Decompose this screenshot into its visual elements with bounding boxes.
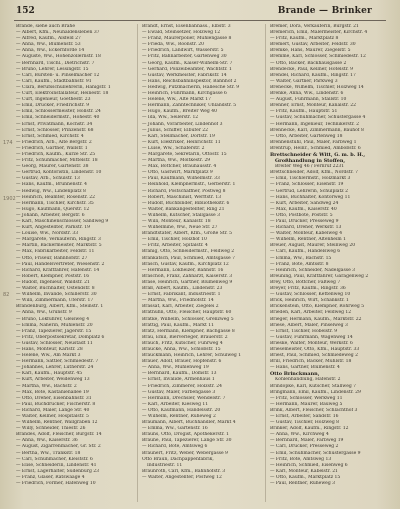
directory-entry: — Ernst, Invalide, Armenhaus 1 [142, 377, 215, 383]
directory-entry: — Curt, Elektroinstallateur, Heinestr. 18 [16, 91, 109, 97]
directory-entry: Brandenburg, Albert, Kfm., Steinstr. 1 [16, 304, 104, 310]
directory-entry: — Gustav, Werkmeister, Fabrikstr. 14 [142, 72, 227, 78]
directory-entry: — Clara, Berufsschullehrerin, Hänigstr. 1 [16, 84, 111, 90]
directory-entry: Brentrup, Heinr., Schmied, Amboßstr. 6 [270, 145, 361, 151]
directory-entry: Bremme, Karl, Schlosser, Schmiedestr. 12 [270, 54, 366, 60]
directory-entry: Braumann, Albert, Buchhändler, Markt 4 [142, 420, 236, 426]
directory-entry: — Max, Kaufm., Kaiserstr. 40 [270, 206, 337, 212]
directory-entry: — Richard, Maler, Lange Str. 40 [16, 407, 90, 413]
directory-entry: — Paul, Handelsvertreter, Wiesenstr. 2 [16, 261, 105, 267]
directory-entry: — Hermann, Sattler, Schmiedestr. 7 [16, 359, 99, 365]
directory-entry: — Anna, Ww., Grünstr. 9 [16, 310, 72, 316]
directory-entry: — Hedwig, Putzmacherin, Hallesche Str. 9 [142, 84, 240, 90]
directory-entry: — Reinhold, Klempnermstr., Gerberstr. 1 [142, 182, 236, 188]
directory-entry: — Wilhelm, Rentner, Altenheim 1 [270, 237, 346, 243]
directory-entry: — Richard, Dreher, Werkstr. 13 [270, 225, 342, 231]
directory-entry: — Margarete, Verkäuferin, Ringstr. 3 [16, 237, 101, 243]
directory-entry: — Otto, Arbeiter, Gartenweg 18 [270, 133, 343, 139]
directory-entry: — Ewald, Steinsetzer, Holzweg 12 [142, 30, 221, 36]
directory-entry: — Alfred, Kaufm., Alsfeld 27 [16, 36, 81, 42]
directory-entry: — Fritz, Kaufm., Marktplatz 8 [270, 36, 339, 42]
directory-entry: — August, Zigarrenmacher, Gr. Str. 2 [16, 444, 101, 450]
directory-entry: Brankatsch, Paul, Schmied, Amtsgasse 7 [142, 255, 235, 261]
directory-entry: Brick, Heinrich, Wirt, Schankstr. 1 [270, 298, 349, 304]
directory-entry: — Robert, Klempner, Poststr. 16 [16, 273, 90, 279]
directory-entry: — Otto, Friseur, Bahnhofstr. 27 [16, 255, 88, 261]
directory-entry: — Emil, Drucker, Friedrichstr. 9 [16, 103, 90, 109]
directory-entry: — Gertrud, Kontoristin, Lindenstr. 10 [16, 170, 102, 176]
directory-entry: — Emma, Ww., Gartenstr. 16 [142, 426, 208, 432]
directory-entry: — Richard, Kraftfahrer, Hafenstr. 14 [16, 267, 100, 273]
directory-entry: Brieden, Karl, Arbeiter, Feldweg 12 [270, 310, 352, 316]
margin-mark: 1902 [3, 196, 16, 202]
directory-entry: — Hermann, Zahntechniker, Uhlandstr. 5 [142, 103, 237, 109]
directory-entry: — Gustav, Arb., Schulstr. 13 [16, 176, 80, 182]
directory-entry: Briese, Albert, Maler, Pinselweg 3 [270, 322, 348, 328]
directory-entry: Brandt, Ernst, Eisenbahnass., Elbstr. 3 [142, 24, 231, 29]
directory-entry: Großhandlung in Stoffen, [275, 158, 346, 165]
directory-entry: — Richard, Bote, Amtsweg 6 [142, 444, 208, 450]
directory-entry: — Louise, Ww., Nordstr. 33 [16, 231, 79, 237]
directory-entry: — Bernhard, Maler, Farbweg 19 [270, 438, 344, 444]
directory-entry: — Gustav, Tischler, Holzweg 8 [270, 420, 340, 426]
directory-entry: — Franz, Bote, Amtsstr. 8 [270, 261, 329, 267]
directory-entry: Brieger, Hermann, Kaufm., Marktstr. 22 [270, 316, 362, 322]
directory-entry: — Emil, Tischlermstr., Holzmarkt 3 [270, 176, 351, 182]
directory-entry: — Otto, Gastwirt, Marktplatz 9 [142, 170, 213, 176]
directory-entry: — August, Fuhrmann, Stallstr. 10 [270, 97, 347, 103]
directory-entry: — Heinrich, Beamter, Rosenstr. 22 [16, 194, 95, 200]
directory-entry: — Paul, Drucker, Presseweg 9 [270, 219, 339, 224]
directory-entry: — Frieda, Ww., Roonstr. 20 [142, 42, 205, 48]
directory-entry: — Ida, Ww., Seilerstr. 12 [142, 115, 199, 121]
directory-entry: — Kurt, Angestellter, Parkstr. 19 [16, 225, 90, 231]
column-2 [142, 24, 256, 504]
directory-entry: — Rudolf, Ingenieur, Waldstr. 21 [16, 279, 90, 285]
directory-entry: — Emil, Tischler, Holzhof 10 [142, 237, 207, 243]
directory-entry: Breyer, Fritz, Kaufm., Ringstr. 36 [270, 286, 346, 292]
directory-entry: Briest, Paul, Schmied, Schmiedeweg 2 [270, 353, 358, 359]
directory-entry: — Fritz, Kaufm., Hauptstr. 51 [270, 109, 338, 115]
directory-entry: — Karl, Stellmacher, Dorfstr. 19 [142, 133, 215, 139]
directory-entry: — Willy, Schneider, Thiestr. 26 [16, 426, 86, 432]
directory-entry: — Martha, Ww., Moltkestr. 29 [142, 158, 211, 164]
directory-entry: — Curt, Ingenieur, Goethestr. 23 [16, 97, 91, 103]
page-number: 152 [16, 6, 35, 16]
directory-entry: — Helene, Ww., Am Markt 3 [16, 353, 81, 359]
directory-entry: — Carl, Kaufm., Handelsweg 6 [270, 249, 341, 255]
column-1 [16, 24, 130, 504]
directory-entry: Bremert, Gustav, Arbeiter, Feldstr. 30 [270, 42, 356, 48]
directory-entry: — Emma, Näherin, Mühlenstr. 20 [16, 322, 93, 328]
directory-entry: — Carl, Kaufm., Stadtbahnstr. 91 [16, 78, 92, 84]
directory-entry: — Elise, Schneiderin, Lindenstr. 41 [16, 462, 97, 468]
directory-entry: — Richard, Postschaffner, Postweg 8 [142, 188, 226, 194]
directory-entry: — Emil, Schneidermstr., Hohestr. 40 [16, 115, 100, 121]
directory-entry: — Friedrich, Arb., Alte Bergstr. 2 [16, 139, 92, 145]
directory-entry: — Kurt, Arbeiter, Weidenweg 13 [16, 377, 90, 383]
directory-entry: Otto Brinckmann, [270, 371, 320, 378]
directory-entry: — Friedrich, Kaufm., Kurze Str. 25 [16, 151, 96, 157]
directory-entry: — Hedwig, Ww., Lindenplatz 8 [16, 188, 86, 194]
directory-entry: — Johann, Vorarbeiter, Lindenhof 3 [142, 121, 223, 127]
directory-entry: — Hugo, Kaufm., Breiter Weg 40 [142, 109, 217, 115]
directory-entry: Brickenstein, Otto, Klempner, Rohrweg 5 [270, 304, 365, 310]
directory-entry: — Gerhard, Polizeibeamter, Wachtstr. 1 [142, 66, 232, 72]
directory-entry: Brauch, Fritz, Kutscher, Fuhrweg 4 [142, 340, 223, 346]
directory-entry: — Auguste, Ww., Hohenzollernstr. 18 [16, 54, 101, 60]
directory-entry: — Bernhard, Tischl., Dietrichstr. 7 [16, 60, 95, 66]
directory-entry: — Heinrich, Schmied, Eisenweg 6 [270, 462, 348, 468]
directory-entry: — Karl, Maschinenschlosser, Sandweg 9 [16, 219, 109, 224]
directory-entry: Brenner, Ernst, Monteur, Kanalstr. 22 [270, 103, 356, 109]
directory-entry: — Ernst, Arbeiter, Sandstr. 16 [270, 414, 339, 419]
directory-entry: — Franz, Schlosser, Eisenstr. 19 [270, 182, 344, 188]
directory-entry: Branig, Otto, Schneidermstr., Feldweg 2 [142, 249, 235, 255]
directory-entry: Industriestr. 11 [147, 462, 183, 468]
directory-entry: — Hermann, Tischler, Kirchstr. 35 [16, 200, 94, 206]
directory-entry: — Walter, Bankangestellter, Ring 21 [142, 206, 225, 212]
directory-entry: Brey, Otto, Böttcher, Faßweg 7 [270, 279, 341, 285]
directory-entry: Bremke, Hans, Maurer, Ziegelstr. 5 [270, 48, 351, 54]
directory-entry: Brendel, Richard, Kaufm., Ringstr. 17 [270, 72, 356, 78]
directory-entry: — Wilhelm, Rentner, Wallgraben 12 [16, 420, 98, 426]
directory-entry: — Fritz, Schlosser, Werkweg 11 [270, 395, 343, 401]
directory-entry: — Willi, Zimmermann, Uferstr. 17 [16, 298, 94, 304]
directory-entry: — Carl, Bürsten- u. Pinselmacher 12 [16, 72, 100, 78]
directory-entry: — Ernst, Lagerhalter, Sudenburg 23 [16, 468, 100, 474]
directory-entry: — Wilhelm, Rentner, Ruheweg 2 [142, 414, 216, 419]
directory-entry: Brieske, Walter, Monteur, Werkstr. 6 [270, 340, 353, 346]
directory-entry: — Paul, Kaufmann, Wilhelmstr. 33 [142, 176, 220, 182]
directory-entry: Otto Braun, Dachpappenfabrik, [142, 456, 214, 462]
directory-entry: — Hans, Monteur, Karlstr. 28 [16, 346, 83, 352]
directory-entry: — Helene, Ww., Alte Markt 17 [142, 97, 212, 103]
directory-entry: — Fritz, Oberpostsekretär, Domplatz 6 [16, 334, 105, 340]
directory-entry: — Fritz, Bote, Amtsweg 13 [270, 456, 332, 462]
directory-entry: — Hans, Buchhalter, Kontorweg 11 [270, 194, 351, 200]
directory-entry: — Rudolf, Buchbinder, Bibliothekstr. 6 [142, 200, 230, 206]
directory-entry: — Franz, Glaser, Ratswaage 4 [16, 474, 85, 480]
directory-entry: Breuer, August, Maurer, Steinweg 20 [270, 243, 356, 249]
directory-entry: — Anna, Ww., Mühlenweg 19 [142, 365, 209, 371]
directory-entry: — Friedrich, Former, Hafenweg 10 [16, 481, 96, 487]
running-header [0, 6, 400, 18]
directory-entry: — Heinrich, Schneider, Nadelgasse 3 [270, 267, 356, 273]
directory-entry: — Johannes, Lehrer, Lutherstr. 24 [16, 365, 94, 371]
directory-entry: — Emil, Schuhmacher, Schustergasse 9 [270, 450, 361, 456]
directory-entry: — Friedrich, Zimmerer, Holzstr. 24 [142, 383, 222, 389]
directory-entry: Braucke, Anna, Ww., Schloßstr. 15 [142, 346, 221, 352]
directory-entry: — Anna, Ww., Kaiserstr. 36 [16, 438, 78, 444]
column-3 [270, 24, 384, 504]
directory-entry: — Fritz, Schuhmacher, Mittelstr. 18 [16, 158, 98, 164]
directory-entry: — Georg, Maurer, Gartenstr. 38 [16, 164, 89, 170]
directory-entry: — Luise, Ww., Schäferstr. 2 [142, 145, 205, 151]
directory-entry: — Walter, Kellner, Hospitalstr. 5 [16, 414, 89, 419]
directory-entry: — Walter, Angestellter, Postweg 12 [142, 474, 222, 480]
directory-entry: — Paul, Buchdrucker, Fischerstr. 8 [16, 401, 96, 407]
directory-entry: Braune, Paul, Tapezierer, Lange Str. 30 [142, 438, 232, 444]
directory-entry: — Ernst, Fabrikant, Industriestr. 1 [142, 292, 221, 298]
directory-entry: Brill, Friedrich, Bäcker, Mühlstr. 18 [270, 359, 352, 365]
directory-entry: — Kurt, Elektriker, Heinrichstr. 11 [142, 139, 221, 145]
directory-entry: Brinker, Adolf, Kaufm., Ringstr. 12 [270, 426, 349, 432]
directory-entry: — Max, Bote, Kastanienallee 19 [16, 389, 89, 395]
directory-entry: Briesemeister, Otto, Kfm., Hauptstr. 33 [270, 346, 360, 352]
directory-entry: — Fritz, Bahnarbeiter, Gartenweg 30 [142, 54, 227, 60]
directory-entry: Brathuhn, Otto, Fleischer, Hauptstr. 60 [142, 310, 232, 316]
directory-entry: — Karl, Monteur, Kabelstr. 21 [270, 468, 338, 474]
directory-entry: — Otto, Kaufmann, Handelsstr. 20 [142, 407, 221, 413]
directory-entry: — Martin, Bäckermeister, Marktstr. 5 [16, 243, 102, 249]
directory-entry: Brasch, Gustav, Kaufm., Kirchplatz 12 [142, 261, 229, 267]
directory-entry: — Otto, Dreher, Eisenbahnstr. 31 [16, 395, 92, 401]
directory-entry: — Walter, Gärtner, Parkweg 3 [270, 78, 338, 84]
directory-entry: — Gustav, Schuhmacher, Schustergasse 4 [270, 115, 366, 121]
directory-entry: Brendecke, Paul, Kellner, Hotelstr. 9 [270, 66, 353, 72]
directory-entry: — Walter, Buchhalter, Ostendstr. 8 [16, 286, 95, 292]
directory-entry: — Margarete, Sekretärin, Ottostr. 15 [142, 151, 227, 157]
directory-entry: Brennenstuhl, Paul, Maler, Farbweg 1 [270, 139, 357, 145]
directory-entry: — Willi, Monteur, Kanalstr. 18 [142, 219, 211, 224]
directory-entry: — Robert, Maschinist, Werftstr. 13 [142, 194, 222, 200]
directory-entry: Bremer, Dora, Verkäuferin, Burgstr. 21 [270, 24, 359, 29]
directory-entry: — Fritz, Arbeiter, Spitalstr. 4 [142, 243, 208, 249]
directory-entry: — Hermann, Ingenieur, Technikerstr. 2 [270, 121, 360, 127]
directory-entry: — Anna, Ww., Blumenstr. 53 [16, 42, 81, 48]
directory-entry: Brenke, Anna, Ww., Lindenstr. 6 [270, 91, 344, 97]
directory-entry: Bringmann, Emil, Kaufm., Lindenstr. 29 [270, 389, 361, 395]
directory-entry: — Martha, Ww., Bachstr. 2 [16, 383, 77, 389]
directory-entry: — Bruno, Lehrer, Lessingstr. 15 [16, 66, 89, 72]
directory-entry: — Franz, Maurerpolier, Mühlengasse 8 [142, 36, 232, 42]
directory-entry: Breiter Weg 46 / Fernruf 2231 [275, 164, 345, 170]
directory-entry: — Wilhelmine, Ww., Neue Str. 27 [142, 225, 218, 231]
directory-entry: — Carl, Drucker, Presseweg 2 [270, 444, 339, 450]
margin-mark: 82 [3, 292, 10, 298]
directory-entry: Brauns, Otto, Drogist, Apothekerstr. 1 [142, 432, 229, 438]
directory-entry: — Kurt, Arbeiter, Sandweg 24 [270, 200, 339, 206]
directory-entry: Brase, Heinrich, Gärtner, Blumenweg 9 [142, 279, 233, 285]
directory-entry: — Gustav, Maler, Farbengasse 3 [142, 389, 216, 395]
directory-entry: — Wilhelm, Kutscher, Stallgasse 3 [142, 212, 220, 218]
directory-entry: Bratz, Hermann, Klempner, Bachgasse 8 [142, 328, 235, 334]
directory-entry: — Max, Fabrikarbeiter, Feldstr. 11 [16, 249, 95, 255]
directory-entry: Braschoß, Franz, Zahnarzt, Kaiserstr. 3 [142, 273, 233, 279]
directory-entry: Brassat, Karl, Arbeiter, Ziegelei 2 [142, 304, 219, 310]
directory-entry: — Max, Böttcher, Brauhausstr. 4 [142, 164, 217, 170]
header-rule [14, 20, 386, 21]
directory-entry: — Ernst, Tischler, Hobelstr. 9 [270, 328, 338, 334]
directory-entry: — Gertrud, Lehrerin, Schulplatz 2 [270, 188, 348, 194]
directory-entry: — Ernst, Privatmann, Kochstr. 34 [16, 121, 93, 127]
directory-entry: — Otto, Kaufm., Marktplatz 15 [270, 474, 341, 480]
directory-entry: Brandtstäter, Albert, Kfm., Große Str. 5 [142, 231, 232, 237]
column-divider [265, 24, 266, 502]
directory-entry: Breuning, Paul, Kraftfahrer, Garagenweg 2 [270, 273, 369, 279]
directory-entry: Bremerich, Emil, Malermeister, Kirchstr. 4 [270, 30, 368, 36]
directory-entry: — Bernhard, Kaufm., Domstr. 13 [142, 371, 217, 377]
directory-entry: — Hans, Kaufm., Brunnenstr. 4 [16, 182, 87, 188]
directory-entry: — Georg, Kaufm., Kaiser-Wilhelm-Str. 7 [142, 60, 233, 66]
directory-entry: Brandes, Adolf, Fleischer, Burgstr. 14 [16, 432, 102, 438]
directory-entry: — Gustav, Schlosser, Kettenweg 10 [270, 292, 351, 298]
directory-entry: Braß, Albert, Kaufm., Lindenstr. 23 [142, 286, 223, 292]
directory-entry: Kohlenhandlung, Hafenstr. 2 [275, 377, 341, 383]
directory-entry: — Heinrich, Fuhrmann, Kirchgasse 6 [142, 91, 227, 97]
directory-entry: — Walter, Monteur, Kabelweg 4 [270, 231, 343, 237]
directory-entry: — Anna, Ww., Eckernförde 14 [16, 48, 85, 54]
directory-entry: — Paul, Rentner, Ruheweg 3 [270, 481, 336, 487]
directory-entry: — Albert, Kfm., Neuhaldensleben 37 [16, 30, 100, 36]
directory-entry: — Johann, Arbeiter, Bergstr. 6 [16, 212, 85, 218]
directory-entry: — Wilhelm, Invalide, Schillerstr. 30 [16, 292, 97, 298]
directory-entry: — Ernst, Schlosser, Prinzenstr. 68 [16, 127, 94, 133]
directory-entry: — Anna, Ww., Kirchweg 4 [270, 432, 329, 438]
directory-entry: — Franz, Tapezierer, Jägerstr. 15 [16, 328, 92, 334]
directory-entry: Braunroth, Carl, Kfm., Bahnhofstr. 3 [142, 468, 226, 474]
directory-entry: Brau, Emil, Bierverleger, Brauerstr. 2 [142, 334, 228, 340]
directory-entry: Bratke, Wilhelm, Schlosser, Grenzweg 5 [142, 316, 234, 322]
directory-entry: — Bertha, Ww., Tränkstr. 18 [16, 450, 81, 456]
directory-entry: — Friedrich, Gärtner, Wallstr. 1 [16, 145, 88, 151]
directory-entry: Brindöpke, Karl, Kutscher, Stallweg 7 [270, 383, 357, 389]
directory-entry: — Gustav, Fuhrmann, Wagenweg 14 [270, 334, 353, 340]
directory-entry: — Martha, Ww., Friedhofstr. 14 [142, 298, 214, 304]
directory-entry: — Hugo, Kaufmann, Querstr. 12 [16, 206, 90, 212]
directory-entry: Braunert, Fritz, Weber, Webergasse 9 [142, 450, 228, 456]
directory-entry: — Otto, Bäcker, Backhausgasse 2 [270, 60, 347, 66]
directory-entry: Brauer, Adolf, Brauer, Hopfenstr. 6 [142, 359, 222, 365]
directory-entry: — Julius, Schiffer, Elbufer 22 [142, 127, 209, 133]
directory-entry: — Ernst, Schmied, Kirchstr. 4 [16, 133, 84, 139]
directory-entry: — Hans, Reichsbahninspektor, Bahnhof 2 [142, 78, 237, 84]
directory-entry: — Friedrich, Landwirt, Wasserstr. 5 [142, 48, 224, 54]
directory-entry: Brenecke, Wilhelm, Tischler, Holzweg 14 [270, 84, 364, 90]
directory-entry: — Emma, Ww., Bachstr. 15 [270, 255, 332, 261]
directory-entry: — Bruno, Lokführer, Gleisweg 4 [16, 316, 90, 322]
directory-entry: Brettschneider, Adolf, Kfm., Nordstr. 7 [270, 170, 358, 176]
directory-entry: — Hermann, Drechsler, Wendelstr. 7 [142, 395, 226, 401]
directory-entry: Brauckmann, Heinrich, Lehrer, Schulweg 1 [142, 353, 242, 359]
directory-entry: Brennecke, Karl, Zimmermann, Bauhof 8 [270, 127, 364, 133]
directory-entry: — Hermann, Maurer, Bauweg 5 [270, 401, 343, 407]
directory-entry: — Hans, Gärtner, Blumenstr. 4 [270, 365, 340, 371]
directory-entry: Brettschneider & Witt, G. m. b. H., [270, 151, 366, 158]
directory-entry: — Carl, Schuhmacher, Kleiststr. 6 [16, 456, 93, 462]
directory-entry: — Gustav, Schlosser, Neustadt 11 [16, 340, 93, 346]
directory-entry: — Otto, Postbote, Poststr. 5 [270, 212, 333, 218]
directory-entry: — Hermann, Lokheizer, Bahnstr. 16 [142, 267, 224, 273]
directory-entry: — Karl, Kaufm., Hauptstr. 45 [16, 371, 83, 377]
directory-entry: — Karl, Arbeiter, Kiesweg 11 [142, 401, 209, 407]
column-divider [137, 24, 138, 502]
margin-mark: 174 [3, 140, 13, 146]
directory-entry: Brattig, Paul, Kaufm., Markt 11 [142, 322, 214, 328]
directory-entry: Brande, siehe auch Brahe [16, 24, 75, 29]
running-head-title: Brande — Brinker [277, 6, 372, 16]
directory-entry: — Emil, Schlossermeister, Hollstr. 24 [16, 109, 101, 115]
directory-entry: Brink, Albert, Fleischer, Schlachthof 3 [270, 407, 358, 413]
